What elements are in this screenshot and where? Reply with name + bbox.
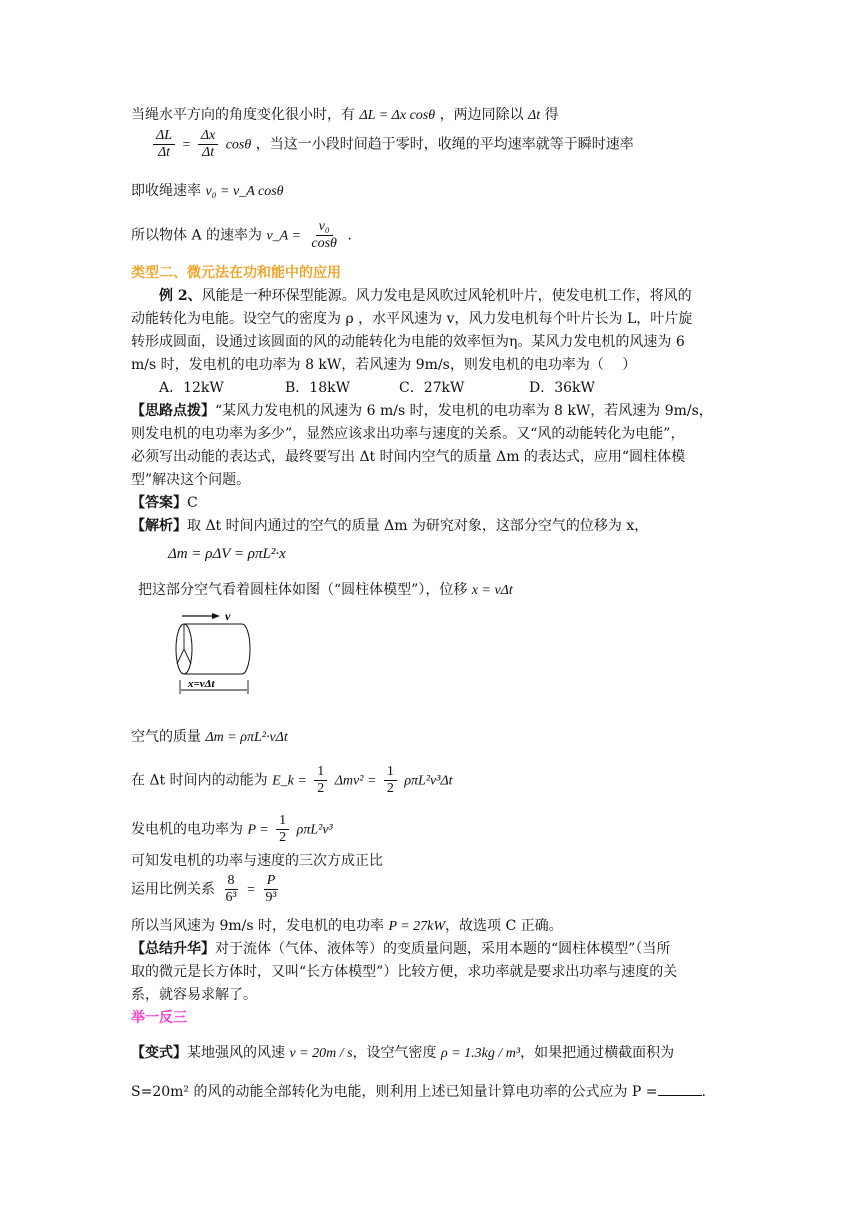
displacement-label: x=vΔt	[188, 678, 215, 690]
summary-line-3: 系，就容易求解了。	[131, 987, 257, 1003]
option-d: D．36kW	[529, 380, 595, 396]
line-4: 所以物体 A 的速率为 v_A = $\frac{\text{v₀}}{\cos\theta}$ .	[131, 219, 352, 252]
equation: v_A =	[266, 228, 301, 244]
ratio-fraction: $\frac{P}{\text{9³}}$	[265, 873, 277, 906]
hint-line-3: 必须写出动能的表达式，最终要写出 Δt 时间内空气的质量 Δm 的表达式，应用“圆柱体模	[131, 449, 686, 465]
example-2-line-4: m/s 时，发电机的电功率为 8 kW，若风速为 9m/s，则发电机的电功率为（ ）	[131, 357, 637, 373]
answer: 【答案】C	[131, 495, 198, 511]
fraction: $\frac{\Delta L}{\Delta t}$	[153, 128, 175, 161]
hint-line-1: 【思路点拨】“某风力发电机的风速为 6 m/s 时，发电机的电功率为 8 kW，若风速为 9m/s，	[131, 403, 713, 419]
text: ，当这一小段时间趋于零时，收绳的平均速率就等于瞬时速率	[255, 136, 634, 153]
practice-heading: 举一反三	[131, 1010, 187, 1026]
cylinder-model-figure	[170, 606, 270, 696]
hint-line-4: 型”解决这个问题。	[131, 472, 251, 488]
text: 得	[544, 107, 559, 123]
variation-line-2: S=20m² 的风的动能全部转化为电能，则利用上述已知量计算电功率的公式应为 P = .	[131, 1084, 706, 1100]
velocity-label: v	[225, 609, 231, 623]
fraction-half: $\frac{1}{2}$	[276, 813, 289, 846]
equation: ΔL = Δx cosθ	[359, 108, 436, 123]
text: 即收绳速率	[131, 183, 201, 199]
proportional-line: 可知发电机的功率与速度的三次方成正比	[131, 853, 383, 869]
power-line: 发电机的电功率为 P = $\frac{1}{2}$ ρπL²v³	[131, 813, 333, 846]
solution-line-2: 把这部分空气看着圆柱体如图（“圆柱体模型”），位移 x = vΔt	[138, 582, 513, 598]
example-2-line-2: 动能转化为电能。设空气的密度为 ρ ，水平风速为 v，风力发电机每个叶片长为 L，叶片旋	[131, 311, 693, 327]
ratio-fraction: $\frac{8}{\text{6³}}$	[225, 873, 237, 906]
summary-line-1: 【总结升华】对于流体（气体、液体等）的变质量问题，采用本题的“圆柱体模型”（当所	[131, 941, 671, 957]
fraction-half: $\frac{1}{2}$	[314, 764, 327, 797]
equation: v₀ = v_A cosθ	[205, 184, 284, 199]
section-heading: 类型二、微元法在功和能中的应用	[131, 265, 341, 281]
variation-line-1: 【变式】某地强风的风速 v = 20m / s，设空气密度 ρ = 1.3kg / m³，如果把通过横截面积为	[131, 1045, 675, 1061]
line-2: $\frac{\Delta L}{\Delta t}$ = $\frac{\Delta x}{\Delta t}$ cosθ ，当这一小段时间趋于零时，收绳的平均速率就等于瞬时速率	[150, 128, 634, 161]
summary-line-2: 取的微元是长方体时，又叫“长方体模型”）比较方便，求功率就是要求出功率与速度的关	[131, 964, 678, 980]
text: 所以物体 A 的速率为	[131, 227, 263, 244]
solution-equation-1: Δm = ρΔV = ρπL²·x	[168, 546, 286, 562]
mass-line: 空气的质量 Δm = ρπL²·vΔt	[131, 729, 288, 745]
conclusion-line: 所以当风速为 9m/s 时，发电机的电功率 P = 27kW，故选项 C 正确。	[131, 918, 563, 934]
fraction: $\frac{\Delta x}{\Delta t}$	[198, 128, 218, 161]
text: ，两边同除以	[439, 107, 524, 123]
ratio-line: 运用比例关系 $\frac{8}{\text{6³}}$ = $\frac{P}{\text{9³}}$	[131, 873, 283, 906]
line-1	[131, 107, 559, 125]
example-2-line-1: 例 2、风能是一种环保型能源。风力发电是风吹过风轮机叶片，使发电机工作，将风的	[159, 288, 692, 304]
kinetic-energy-line: 在 Δt 时间内的动能为 E_k = $\frac{1}{2}$ Δmv² = $\frac{1}{2}$ ρπL²v³Δt	[131, 764, 453, 797]
option-c: C．27kW	[399, 380, 465, 396]
equation: cosθ	[225, 137, 252, 153]
arrow-head-icon	[212, 613, 220, 619]
text: 当绳水平方向的角度变化很小时，有	[131, 107, 355, 123]
fraction-half: $\frac{1}{2}$	[384, 764, 397, 797]
answer-blank[interactable]	[658, 1083, 702, 1096]
hint-line-2: 则发电机的电功率为多少”，显然应该求出功率与速度的关系。又“风的动能转化为电能”，	[131, 426, 685, 442]
fraction: $\frac{\text{v₀}}{\cos\theta}$	[311, 219, 337, 252]
line-3	[131, 183, 284, 201]
symbol: Δt	[528, 108, 541, 123]
solution-line-1: 【解析】取 Δt 时间内通过的空气的质量 Δm 为研究对象，这部分空气的位移为 x，	[131, 518, 649, 534]
option-b: B．18kW	[285, 380, 350, 396]
example-2-line-3: 转形成圆面，设通过该圆面的风的动能转化为电能的效率恒为η。某风力发电机的风速为 6	[131, 334, 685, 350]
option-a: A．12kW	[159, 380, 224, 396]
